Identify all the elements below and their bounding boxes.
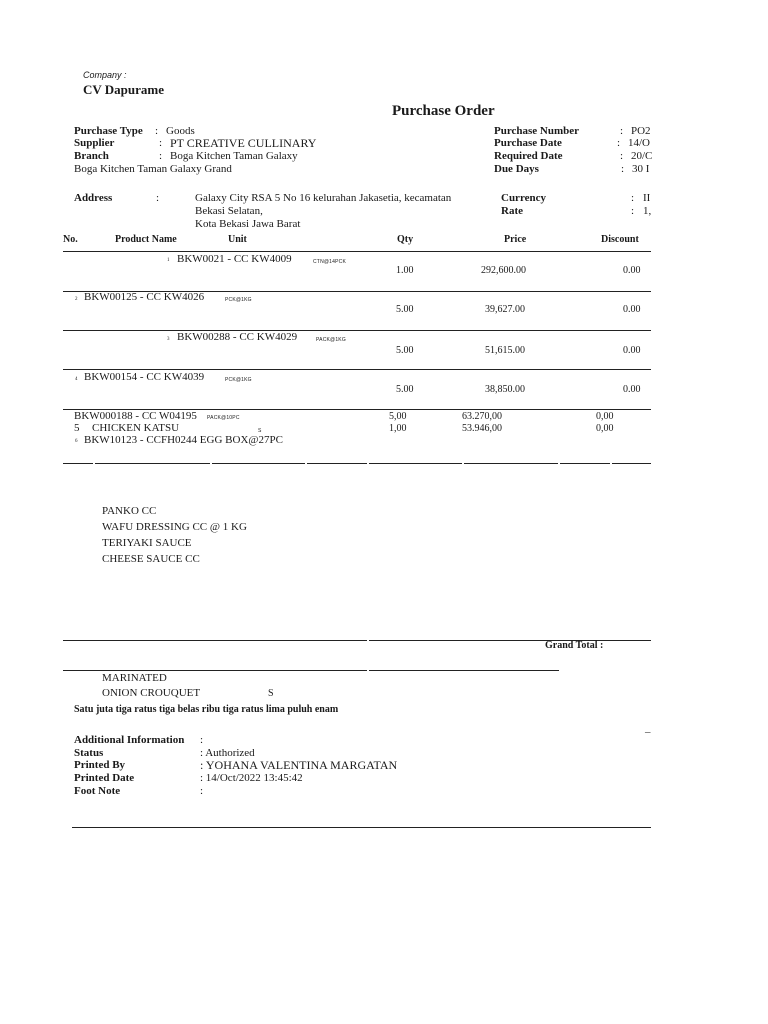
- row-unit: CTN@14PCK: [313, 259, 346, 265]
- table-divider: [63, 330, 651, 331]
- row-unit: PACK@10PC: [207, 415, 240, 421]
- colon: :: [631, 192, 635, 204]
- table-divider: [464, 463, 558, 464]
- row-qty: 1.00: [396, 265, 414, 276]
- due-days-value: 30 I: [632, 163, 650, 175]
- row-price: 292,600.00: [481, 265, 526, 276]
- colon: :: [155, 125, 159, 137]
- divider: [369, 670, 559, 671]
- branch-label: Branch: [74, 150, 109, 162]
- supplier-value: PT CREATIVE CULLINARY: [170, 136, 317, 150]
- row-discount: 0.00: [623, 265, 641, 276]
- colon: :: [617, 137, 621, 149]
- printed-date-label: Printed Date: [74, 772, 135, 784]
- purchase-date-value: 14/O: [628, 137, 650, 149]
- row-index: 1: [167, 258, 170, 263]
- dash-mark: –: [645, 726, 651, 738]
- row-price: 63.270,00: [462, 411, 502, 422]
- colon: :: [631, 205, 635, 217]
- colon: :: [620, 125, 624, 137]
- row-qty: 5.00: [396, 384, 414, 395]
- item-description: CHEESE SAUCE CC: [102, 553, 200, 565]
- purchase-number-label: Purchase Number: [494, 125, 580, 137]
- row-discount: 0.00: [623, 304, 641, 315]
- additional-info-label: Additional Information: [74, 734, 185, 746]
- item-description: PANKO CC: [102, 505, 157, 517]
- divider: [369, 640, 651, 641]
- item-description: TERIYAKI SAUCE: [102, 537, 192, 549]
- foot-note-label: Foot Note: [74, 785, 121, 797]
- col-header-product: Product Name: [115, 234, 177, 245]
- row-product: CHICKEN KATSU: [92, 422, 180, 434]
- row-index: 3: [167, 337, 170, 342]
- row-price: 39,627.00: [485, 304, 525, 315]
- divider: [63, 670, 367, 671]
- row-price: 51,615.00: [485, 345, 525, 356]
- status-label: Status: [74, 747, 104, 759]
- item-description: ONION CROUQUET: [102, 687, 201, 699]
- row-unit: PCK@1KG: [225, 377, 252, 383]
- colon: :: [620, 150, 624, 162]
- rate-label: Rate: [501, 205, 523, 217]
- row-number: 5: [74, 422, 80, 434]
- currency-label: Currency: [501, 192, 547, 204]
- table-divider: [95, 463, 210, 464]
- table-divider: [612, 463, 651, 464]
- row-index: 2: [75, 297, 78, 302]
- table-divider: [63, 251, 651, 252]
- colon: :: [159, 137, 163, 149]
- required-date-label: Required Date: [494, 150, 563, 162]
- foot-note-value: :: [200, 785, 204, 797]
- row-discount: 0,00: [596, 411, 614, 422]
- colon: :: [621, 163, 625, 175]
- currency-value: II: [643, 192, 651, 204]
- row-qty: 5,00: [389, 411, 407, 422]
- table-divider: [63, 463, 93, 464]
- row-product: BKW00125 - CC KW4026: [84, 291, 205, 303]
- row-unit: PACK@1KG: [316, 337, 346, 343]
- row-discount: 0.00: [623, 384, 641, 395]
- required-date-value: 20/C: [631, 150, 653, 162]
- printed-by-label: Printed By: [74, 759, 126, 771]
- row-index: 4: [75, 377, 78, 382]
- row-product: BKW10123 - CCFH0244 EGG BOX@27PC: [84, 434, 283, 446]
- item-description: MARINATED: [102, 672, 167, 684]
- colon: :: [159, 150, 163, 162]
- table-divider: [212, 463, 305, 464]
- row-price: 53.946,00: [462, 423, 502, 434]
- table-divider: [369, 463, 462, 464]
- row-unit: PCK@1KG: [225, 297, 252, 303]
- row-product: BKW00154 - CC KW4039: [84, 371, 205, 383]
- branch-value: Boga Kitchen Taman Galaxy: [170, 150, 298, 162]
- purchase-date-label: Purchase Date: [494, 137, 562, 149]
- printed-date-value: : 14/Oct/2022 13:45:42: [200, 772, 303, 784]
- row-product: BKW0021 - CC KW4009: [177, 253, 292, 265]
- col-header-unit: Unit: [228, 234, 247, 245]
- address-label: Address: [74, 192, 113, 204]
- row-product: BKW00288 - CC KW4029: [177, 331, 298, 343]
- row-product: BKW000188 - CC W04195: [74, 410, 197, 422]
- supplier-label: Supplier: [74, 137, 115, 149]
- row-discount: 0,00: [596, 423, 614, 434]
- grand-total-label: Grand Total :: [545, 640, 604, 651]
- branch-line2: Boga Kitchen Taman Galaxy Grand: [74, 163, 232, 175]
- stray-text: S: [268, 688, 274, 699]
- row-discount: 0.00: [623, 345, 641, 356]
- rate-value: 1,: [643, 205, 652, 217]
- company-name: CV Dapurame: [83, 82, 165, 97]
- divider: [63, 640, 367, 641]
- row-unit: S: [258, 428, 262, 434]
- table-divider: [307, 463, 367, 464]
- purchase-type-value: Goods: [166, 125, 195, 137]
- col-header-qty: Qty: [397, 234, 414, 245]
- footer-divider: [72, 827, 651, 828]
- address-line1: Galaxy City RSA 5 No 16 kelurahan Jakasetia, kecamatan: [195, 192, 452, 204]
- amount-in-words: Satu juta tiga ratus tiga belas ribu tiga ratus lima puluh enam: [74, 704, 339, 715]
- item-description: WAFU DRESSING CC @ 1 KG: [102, 521, 247, 533]
- row-qty: 5.00: [396, 304, 414, 315]
- address-line2: Bekasi Selatan,: [195, 205, 263, 217]
- row-price: 38,850.00: [485, 384, 525, 395]
- additional-info-value: :: [200, 734, 204, 746]
- printed-by-value: : YOHANA VALENTINA MARGATAN: [200, 758, 398, 772]
- company-label: Company :: [83, 70, 127, 80]
- col-header-price: Price: [504, 234, 527, 245]
- status-value: : Authorized: [200, 747, 255, 759]
- table-divider: [560, 463, 610, 464]
- col-header-discount: Discount: [601, 234, 639, 245]
- row-index: 6: [75, 439, 78, 444]
- purchase-number-value: PO2: [631, 125, 651, 137]
- table-divider: [63, 369, 651, 370]
- address-line3: Kota Bekasi Jawa Barat: [195, 218, 301, 230]
- purchase-type-label: Purchase Type: [74, 125, 143, 137]
- document-title: Purchase Order: [392, 103, 495, 119]
- col-header-no: No.: [63, 234, 78, 245]
- due-days-label: Due Days: [494, 163, 539, 175]
- row-qty: 5.00: [396, 345, 414, 356]
- colon: :: [156, 192, 160, 204]
- row-qty: 1,00: [389, 423, 407, 434]
